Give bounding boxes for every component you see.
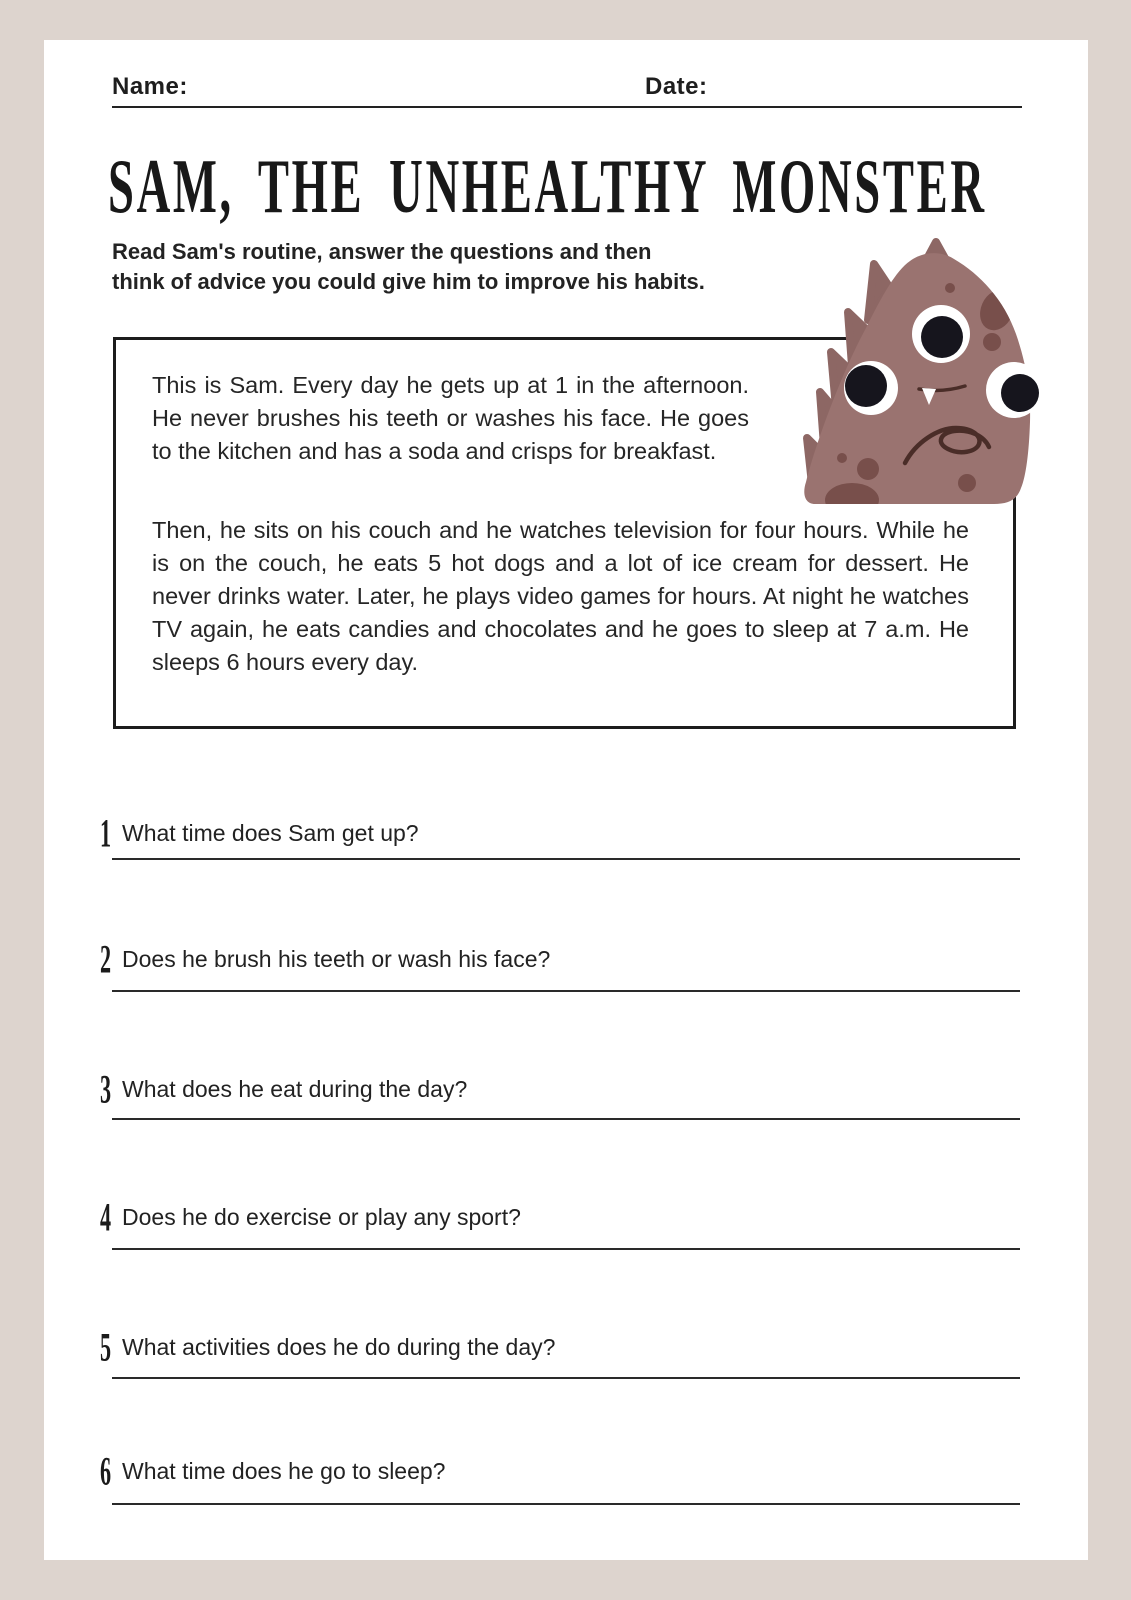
question-3 [100, 1065, 468, 1111]
instructions-line-2: think of advice you could give him to improve his habits. [112, 269, 705, 294]
answer-line-6[interactable] [112, 1503, 1020, 1505]
question-4 [100, 1193, 521, 1239]
question-3-text: What does he eat during the day? [122, 1075, 468, 1102]
instructions [112, 237, 705, 297]
instructions-line-1: Read Sam's routine, answer the questions and then [112, 239, 652, 264]
answer-line-1[interactable] [112, 858, 1020, 860]
question-1-text: What time does Sam get up? [122, 819, 419, 846]
name-label: Name: [112, 73, 188, 100]
passage-paragraph-1: This is Sam. Every day he gets up at 1 in the afternoon. He never brushes his teeth or washes his face. He goes to the kitchen and has a soda and crisps for breakfast. [152, 372, 749, 464]
question-6-number: 6 [100, 1447, 112, 1493]
question-3-number: 3 [100, 1065, 112, 1111]
question-6-text: What time does he go to sleep? [122, 1457, 446, 1484]
worksheet-page [44, 40, 1088, 1560]
question-5-number: 5 [100, 1323, 112, 1369]
passage-paragraph-2: Then, he sits on his couch and he watches television for four hours. While he is on the couch, he eats 5 hot dogs and a lot of ice cream for dessert. He never drinks water. Later, he plays video games for hours. At night he watches TV again, he eats candies and chocolates and he goes to sleep at 7 a.m. He sleeps 6 hours every day. [152, 517, 969, 675]
page-title: SAM, THE UNHEALTHY MONSTER [108, 145, 987, 230]
answer-line-4[interactable] [112, 1248, 1020, 1250]
answer-line-2[interactable] [112, 990, 1020, 992]
question-5-text: What activities does he do during the day? [122, 1333, 556, 1360]
monster-illustration [798, 226, 1044, 505]
answer-line-5[interactable] [112, 1377, 1020, 1379]
question-5 [100, 1323, 556, 1369]
name-date-blank-line[interactable] [112, 106, 1022, 108]
question-1 [100, 809, 419, 855]
date-label: Date: [645, 73, 708, 100]
answer-line-3[interactable] [112, 1118, 1020, 1120]
question-6 [100, 1447, 446, 1493]
question-2 [100, 935, 551, 981]
question-4-text: Does he do exercise or play any sport? [122, 1203, 521, 1230]
question-1-number: 1 [100, 809, 112, 855]
question-2-text: Does he brush his teeth or wash his face? [122, 945, 551, 972]
question-2-number: 2 [100, 935, 112, 981]
question-4-number: 4 [100, 1193, 112, 1239]
